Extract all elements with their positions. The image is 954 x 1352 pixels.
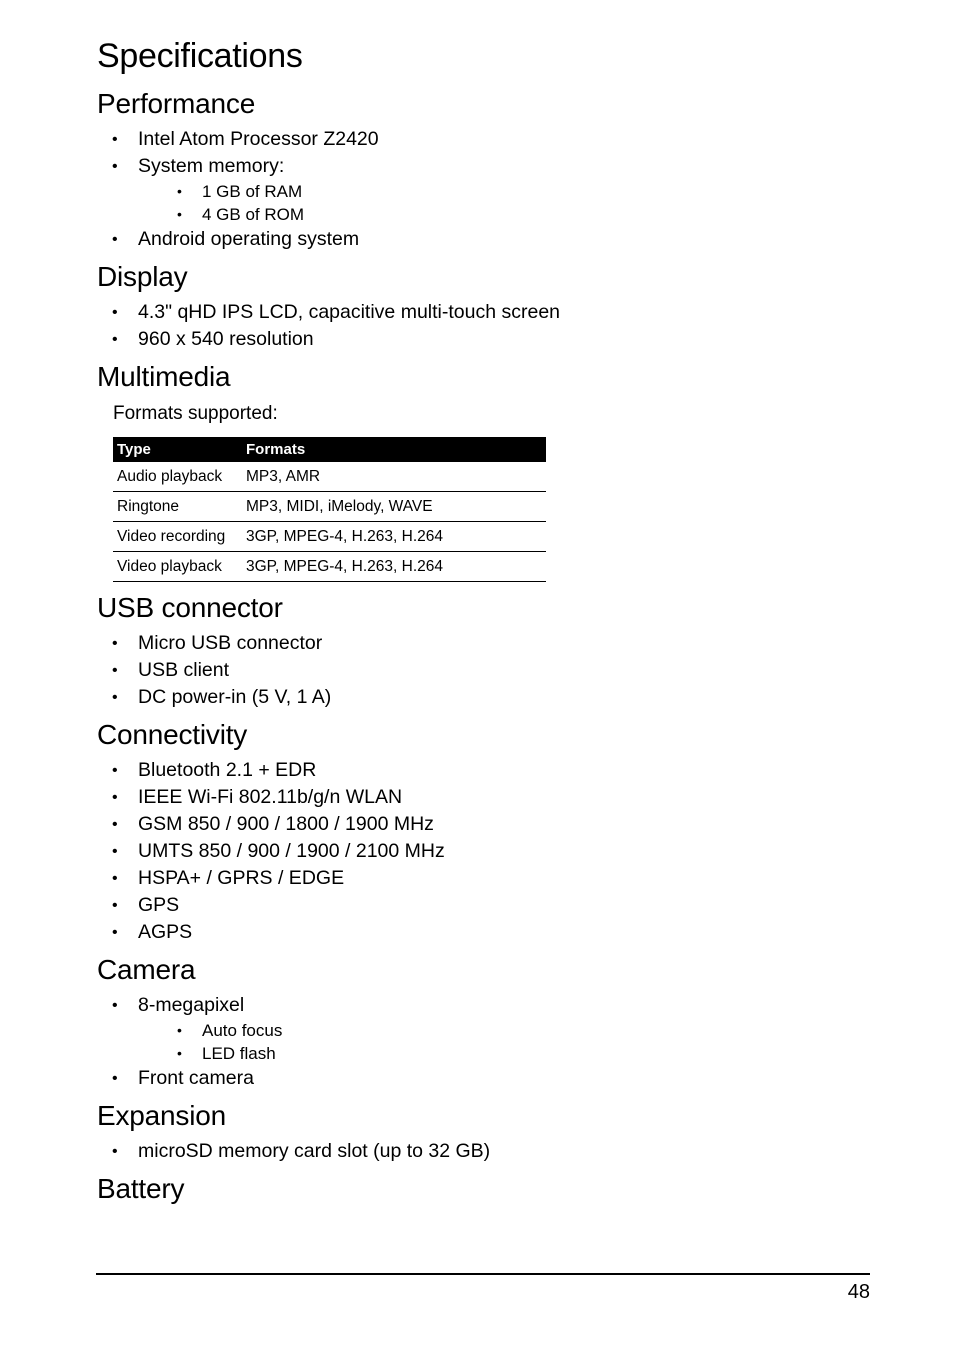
cell-type: Video playback: [113, 552, 242, 582]
list-item-label: 8-megapixel: [138, 994, 245, 1016]
table-row: [113, 492, 546, 522]
section-usb-connector: [97, 592, 869, 711]
table-header-row: [113, 437, 546, 462]
section-multimedia: [97, 361, 869, 582]
list-item: • Android operating system: [97, 226, 869, 253]
section-heading-usb-connector: USB connector: [97, 592, 283, 623]
camera-list: [97, 992, 869, 1092]
cell-formats: MP3, MIDI, iMelody, WAVE: [242, 492, 546, 522]
connectivity-list: [97, 757, 869, 946]
section-heading-multimedia: Multimedia: [97, 361, 231, 392]
page-title: Specifications: [97, 37, 303, 75]
list-item-megapixel: [97, 992, 869, 1065]
formats-table: [113, 437, 546, 582]
usb-list: [97, 630, 869, 711]
list-item-label: System memory:: [138, 155, 285, 177]
sublist-item: • Auto focus: [138, 1019, 869, 1042]
performance-list: [97, 126, 869, 253]
list-item-system-memory: [97, 153, 869, 226]
section-performance: [97, 88, 869, 253]
section-heading-connectivity: Connectivity: [97, 719, 248, 750]
cell-type: Ringtone: [113, 492, 242, 522]
cell-type: Video recording: [113, 522, 242, 552]
table-row: [113, 462, 546, 492]
list-item: • Micro USB connector: [97, 630, 869, 657]
sublist-item: • 1 GB of RAM: [138, 180, 869, 203]
section-heading-performance: Performance: [97, 88, 256, 119]
column-header-formats: Formats: [242, 437, 546, 462]
sublist-item: • LED flash: [138, 1042, 869, 1065]
table-row: [113, 522, 546, 552]
display-list: [97, 299, 869, 353]
section-battery: [97, 1173, 869, 1205]
page-number: 48: [847, 1281, 870, 1303]
section-heading-expansion: Expansion: [97, 1100, 226, 1131]
cell-formats: 3GP, MPEG-4, H.263, H.264: [242, 522, 546, 552]
list-item: • Intel Atom Processor Z2420: [97, 126, 869, 153]
sublist-item: • 4 GB of ROM: [138, 203, 869, 226]
footer-divider: [96, 1273, 870, 1275]
section-heading-display: Display: [97, 261, 188, 292]
list-item: • 4.3" qHD IPS LCD, capacitive multi-touch screen: [97, 299, 869, 326]
list-item: • 960 x 540 resolution: [97, 326, 869, 353]
section-display: [97, 261, 869, 353]
list-item: • GPS: [97, 892, 869, 919]
list-item: • Front camera: [97, 1065, 869, 1092]
column-header-type: Type: [113, 437, 242, 462]
list-item: • IEEE Wi-Fi 802.11b/g/n WLAN: [97, 784, 869, 811]
list-item: • microSD memory card slot (up to 32 GB): [97, 1138, 869, 1165]
list-item: • GSM 850 / 900 / 1800 / 1900 MHz: [97, 811, 869, 838]
formats-intro: Formats supported:: [113, 403, 278, 424]
list-item: • DC power-in (5 V, 1 A): [97, 684, 869, 711]
memory-sublist: [138, 180, 869, 226]
section-heading-battery: Battery: [97, 1173, 185, 1204]
cell-formats: 3GP, MPEG-4, H.263, H.264: [242, 552, 546, 582]
section-connectivity: [97, 719, 869, 946]
section-heading-camera: Camera: [97, 954, 196, 985]
list-item: • HSPA+ / GPRS / EDGE: [97, 865, 869, 892]
cell-type: Audio playback: [113, 462, 242, 492]
list-item: • AGPS: [97, 919, 869, 946]
list-item: • USB client: [97, 657, 869, 684]
section-camera: [97, 954, 869, 1092]
list-item: • Bluetooth 2.1 + EDR: [97, 757, 869, 784]
cell-formats: MP3, AMR: [242, 462, 546, 492]
camera-features-sublist: [138, 1019, 869, 1065]
table-row: [113, 552, 546, 582]
list-item: • UMTS 850 / 900 / 1900 / 2100 MHz: [97, 838, 869, 865]
page-content: [97, 36, 869, 1205]
section-expansion: [97, 1100, 869, 1165]
expansion-list: [97, 1138, 869, 1165]
